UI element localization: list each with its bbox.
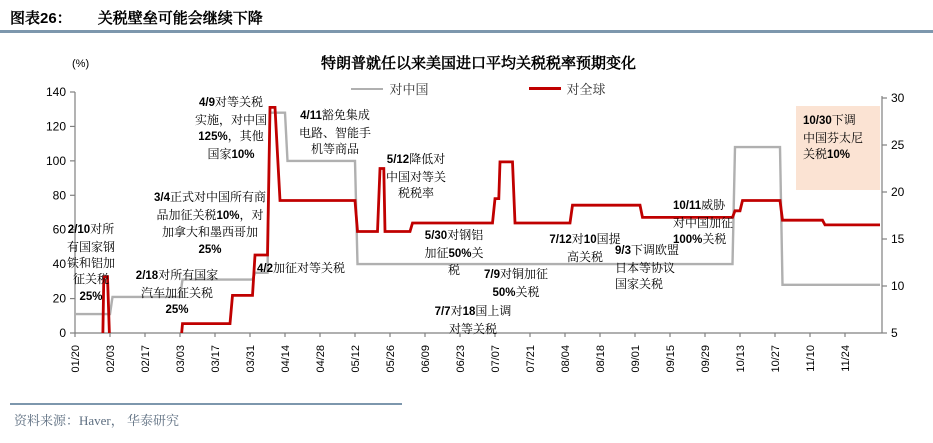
left-axis-tick-label: 60 (52, 222, 66, 237)
annotation-a-3-4: 3/4正式对中国所有商 品加征关税10%，对 加拿大和墨西哥加 25% (153, 190, 266, 256)
x-axis-tick-label: 07/21 (525, 345, 537, 373)
left-axis-tick-label: 0 (59, 326, 66, 340)
x-axis-tick-label: 11/24 (840, 345, 852, 372)
x-axis-tick-label: 03/17 (210, 345, 222, 373)
x-axis-tick-label: 10/27 (770, 345, 782, 373)
right-axis-tick-label: 10 (891, 279, 905, 293)
right-axis-tick-label: 20 (891, 185, 905, 199)
left-axis-unit-label: (%) (72, 58, 90, 70)
x-axis-tick-label: 03/03 (175, 345, 187, 373)
x-axis-tick-label: 10/13 (735, 345, 747, 373)
figure-label: 图表26： (10, 10, 72, 27)
source-note: 资料来源：Haver， 华泰研究 (14, 413, 180, 428)
x-axis-tick-label: 02/17 (140, 345, 152, 373)
left-axis-tick-label: 40 (52, 257, 66, 272)
x-axis-tick-label: 09/29 (700, 345, 712, 373)
x-axis-tick-label: 06/09 (420, 345, 432, 373)
annotation-a-4-9: 4/9对等关税 实施，对中国 125%，其他 国家10% (194, 95, 267, 161)
legend-label-china: 对中国 (389, 82, 429, 97)
annotation-a-10-11: 10/11威胁 对中国加征 100%关税 (673, 198, 734, 246)
x-axis-tick-label: 05/12 (350, 345, 362, 373)
annotation-a-2-18: 2/18对所有国家 汽车加征关税 25% (135, 268, 219, 316)
x-axis-tick-label: 08/04 (560, 345, 572, 373)
annotation-a-4-11: 4/11豁免集成 电路、智能手 机等商品 (298, 108, 371, 156)
x-axis-tick-label: 01/20 (70, 345, 82, 373)
annotation-a-2-10: 2/10对所 有国家钢 铁和铝加 征关税 25% (66, 222, 115, 303)
x-axis-tick-label: 09/01 (630, 345, 642, 373)
left-axis-tick-label: 120 (45, 119, 66, 134)
right-axis-tick-label: 30 (891, 91, 905, 105)
chart-title: 特朗普就任以来美国进口平均关税税率预期变化 (320, 56, 636, 72)
x-axis-tick-label: 05/26 (385, 345, 397, 373)
left-axis-tick-label: 100 (45, 153, 66, 168)
left-axis-tick-label: 140 (45, 85, 66, 99)
annotation-a-4-2: 4/2加征对等关税 (257, 261, 346, 275)
annotation-a-7-9: 7/9对铜加征 50%关税 (483, 267, 548, 299)
annotation-a-9-3: 9/3下调欧盟 日本等协议 国家关税 (615, 243, 680, 291)
annotation-a-7-12: 7/12对10国提 高关税 (549, 232, 621, 264)
x-axis-tick-label: 02/03 (105, 345, 117, 373)
annotation-a-5-30: 5/30对钢铝 加征50%关 税 (424, 228, 484, 278)
legend-label-global: 对全球 (566, 82, 606, 97)
x-axis-tick-label: 03/31 (245, 345, 257, 373)
annotation-a-7-7: 7/7对18国上调 对等关税 (434, 304, 512, 336)
right-axis-tick-label: 25 (891, 138, 905, 152)
left-axis-tick-label: 80 (52, 188, 66, 203)
annotation-a-5-12: 5/12降低对 中国对等关 税税率 (385, 152, 446, 200)
figure-title: 关税壁垒可能会继续下降 (97, 10, 263, 27)
x-axis-tick-label: 04/14 (280, 345, 292, 373)
x-axis-tick-label: 06/23 (455, 345, 467, 373)
x-axis-tick-label: 04/28 (315, 345, 327, 373)
x-axis-tick-label: 08/18 (595, 345, 607, 373)
x-axis-tick-label: 07/07 (490, 345, 502, 373)
source-rule (10, 403, 402, 405)
left-axis-tick-label: 20 (52, 291, 66, 306)
annotation-a-10-30: 10/30下调 中国芬太尼 关税10% (803, 113, 864, 161)
x-axis-tick-label: 11/10 (805, 345, 817, 372)
x-axis-tick-label: 09/15 (665, 345, 677, 373)
right-axis-tick-label: 15 (891, 232, 905, 246)
right-axis-tick-label: 5 (891, 326, 898, 340)
